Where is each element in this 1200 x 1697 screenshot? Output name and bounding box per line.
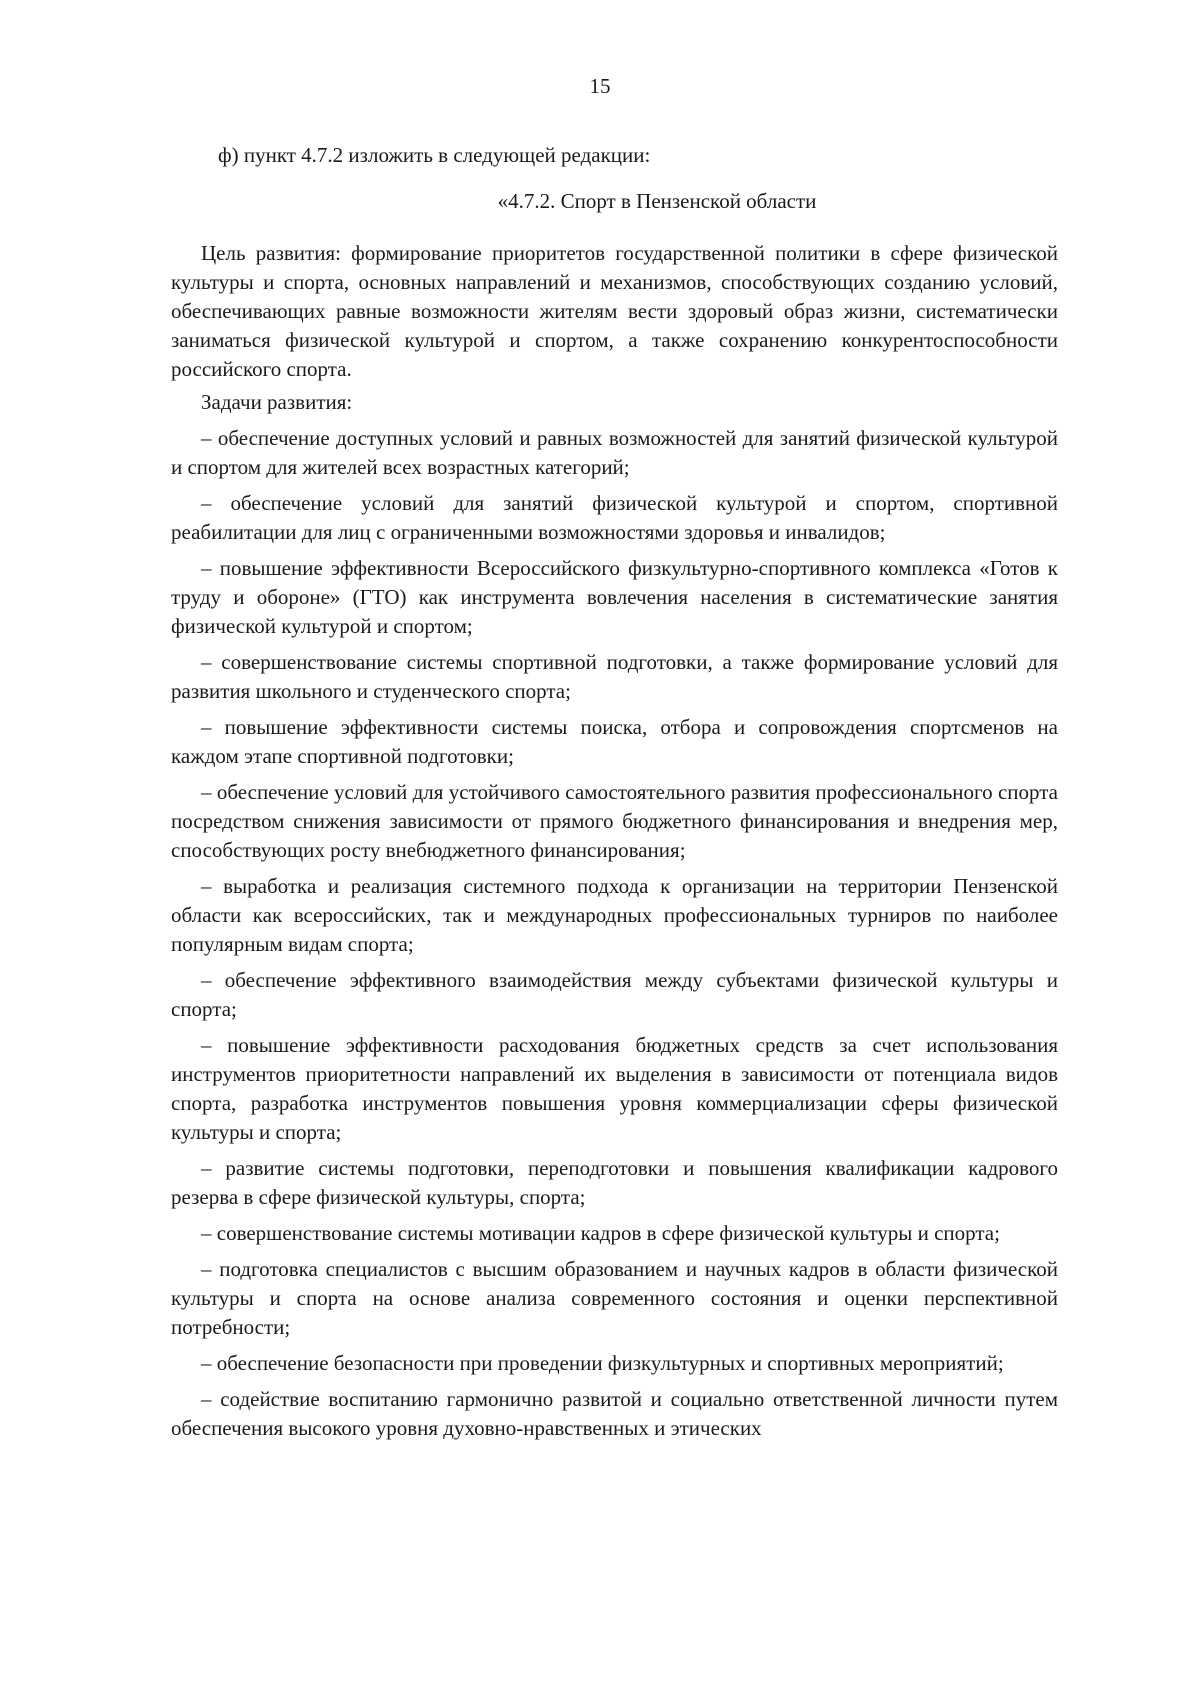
- task-item: – совершенствование системы спортивной подготовки, а также формирование условий для развития школьного и студенческого спорта;: [171, 650, 1058, 703]
- goal-paragraph: Цель развития: формирование приоритетов государственной политики в сфере физической культуры и спорта, основных направлений и механизмов, способствующих созданию условий, обеспечивающих равные возможности жителям вести здоровый образ жизни, систематически заниматься физической культурой и спортом, а также сохранению конкурентоспособности российского спорта.: [171, 241, 1058, 381]
- task-item: – подготовка специалистов с высшим образованием и научных кадров в области физической культуры и спорта на основе анализа современного состояния и оценки перспективной потребности;: [171, 1257, 1058, 1339]
- page-number: 15: [589, 74, 611, 98]
- task-item: – выработка и реализация системного подхода к организации на территории Пензенской области как всероссийских, так и международных профессиональных турниров по наиболее популярным видам спорта;: [171, 874, 1058, 956]
- section-title: «4.7.2. Спорт в Пензенской области: [497, 189, 817, 213]
- task-item: – повышение эффективности Всероссийского физкультурно-спортивного комплекса «Готов к труду и обороне» (ГТО) как инструмента вовлечения населения в систематические занятия физической культурой и спортом;: [171, 556, 1058, 638]
- task-item: – повышение эффективности системы поиска, отбора и сопровождения спортсменов на каждом этапе спортивной подготовки;: [171, 715, 1058, 768]
- document-body: [171, 141, 1058, 1443]
- tasks-list: [171, 424, 1058, 1443]
- task-item: – обеспечение доступных условий и равных возможностей для занятий физической культурой и спортом для жителей всех возрастных категорий;: [171, 426, 1058, 479]
- task-item: – содействие воспитанию гармонично развитой и социально ответственной личности путем обеспечения высокого уровня духовно-нравственных и этических: [171, 1387, 1058, 1440]
- task-item: – обеспечение эффективного взаимодействия между субъектами физической культуры и спорта;: [171, 968, 1058, 1021]
- task-item: – обеспечение условий для устойчивого самостоятельного развития профессионального спорта посредством снижения зависимости от прямого бюджетного финансирования и внедрения мер, способствующих росту внебюджетного финансирования;: [171, 780, 1058, 862]
- tasks-heading: Задачи развития:: [201, 390, 353, 414]
- amendment-intro: ф) пункт 4.7.2 изложить в следующей редакции:: [218, 143, 651, 167]
- task-item: – развитие системы подготовки, переподготовки и повышения квалификации кадрового резерва в сфере физической культуры, спорта;: [171, 1156, 1058, 1209]
- task-item: – обеспечение безопасности при проведении физкультурных и спортивных мероприятий;: [201, 1351, 1004, 1375]
- task-item: – повышение эффективности расходования бюджетных средств за счет использования инструментов приоритетности направлений их выделения в зависимости от потенциала видов спорта, разработка инструментов повышения уровня коммерциализации сферы физической культуры и спорта;: [171, 1033, 1058, 1144]
- task-item: – совершенствование системы мотивации кадров в сфере физической культуры и спорта;: [201, 1221, 1000, 1245]
- task-item: – обеспечение условий для занятий физической культурой и спортом, спортивной реабилитации для лиц с ограниченными возможностями здоровья и инвалидов;: [171, 491, 1058, 544]
